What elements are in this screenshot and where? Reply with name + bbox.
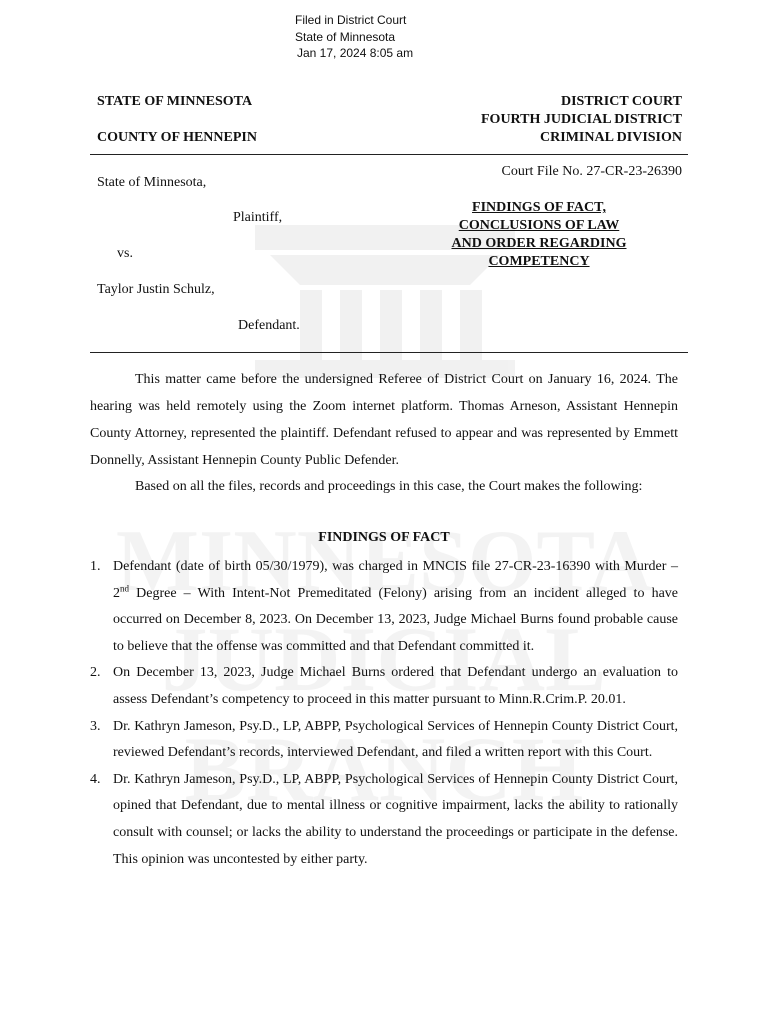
caption-county: COUNTY OF HENNEPIN	[97, 130, 257, 145]
findings-list	[90, 554, 678, 873]
filing-stamp	[295, 12, 413, 62]
finding-text-part: Defendant (date of birth 05/30/1979), was charged in MNCIS file 27-CR-23-16390 with Murder – 2	[113, 559, 678, 601]
finding-number: 3.	[90, 718, 101, 734]
finding-text: On December 13, 2023, Judge Michael Burns ordered that Defendant undergo an evaluation to assess Defendant’s competency to proceed in this matter pursuant to Minn.R.Crim.P. 20.01.	[113, 665, 678, 707]
document-title-line-3: AND ORDER REGARDING	[451, 236, 627, 251]
finding-number: 4.	[90, 771, 101, 787]
caption-rule-top	[90, 154, 688, 155]
finding-text: Dr. Kathryn Jameson, Psy.D., LP, ABPP, Psychological Services of Hennepin County District Court, opined that Defendant, due to mental illness or cognitive impairment, lacks the ability to rationally consult with counsel; or lacks the ability to understand the proceedings or participate in the defense. This opinion was uncontested by either party.	[113, 771, 678, 867]
finding-text: Dr. Kathryn Jameson, Psy.D., LP, ABPP, Psychological Services of Hennepin County District Court, reviewed Defendant’s records, interviewed Defendant, and filed a written report with this Court.	[113, 718, 678, 761]
finding-number: 1.	[90, 559, 101, 574]
intro-paragraph	[90, 366, 678, 474]
caption-division: CRIMINAL DIVISION	[540, 130, 682, 145]
intro-indent-2	[90, 479, 135, 494]
finding-item	[90, 660, 678, 713]
versus: vs.	[117, 246, 133, 261]
plaintiff-name: State of Minnesota,	[97, 175, 207, 190]
document-title	[430, 199, 648, 271]
filing-stamp-line-3: Jan 17, 2024 8:05 am	[297, 46, 414, 60]
finding-text-part: Degree – With Intent-Not Premeditated (Felony) arising from an incident alleged to have occurred on December 8, 2023. On December 13, 2023, Judge Michael Burns found probable cause to believe that the offense was committed and that Defendant committed it.	[113, 585, 678, 654]
intro-paragraph-2-wrap	[90, 473, 678, 500]
finding-item	[90, 714, 678, 767]
filing-stamp-line-2: State of Minnesota	[295, 29, 396, 44]
caption-court: DISTRICT COURT	[560, 94, 682, 109]
plaintiff-role: Plaintiff,	[233, 210, 283, 225]
intro-paragraph-1: This matter came before the undersigned Referee of District Court on January 16, 2024. The hearing was held remotely using the Zoom internet platform. Thomas Arneson, Assistant Hennepin County Attorney, represented the plaintiff. Defendant refused to appear and was represented by Emmett Donnelly, Assistant Hennepin County Public Defender.	[90, 372, 678, 468]
ordinal-suffix: nd	[120, 582, 129, 593]
filing-stamp-line-1: Filed in District Court	[295, 13, 407, 27]
document-title-line-4: COMPETENCY	[488, 254, 590, 269]
court-file-number: Court File No. 27-CR-23-26390	[501, 164, 682, 179]
finding-item	[90, 767, 678, 873]
document-title-line-2: CONCLUSIONS OF LAW	[458, 218, 620, 233]
findings-heading: FINDINGS OF FACT	[318, 530, 450, 545]
defendant-name: Taylor Justin Schulz,	[97, 282, 215, 297]
caption-state: STATE OF MINNESOTA	[97, 94, 253, 109]
caption-district: FOURTH JUDICIAL DISTRICT	[481, 112, 682, 127]
document-title-line-1: FINDINGS OF FACT,	[472, 200, 606, 215]
defendant-role: Defendant.	[238, 318, 300, 333]
intro-paragraph-2: Based on all the files, records and proceedings in this case, the Court makes the following:	[135, 479, 643, 494]
finding-number: 2.	[90, 665, 101, 681]
intro-indent	[90, 372, 135, 387]
finding-item	[90, 554, 678, 660]
caption-rule-bottom	[90, 352, 688, 353]
